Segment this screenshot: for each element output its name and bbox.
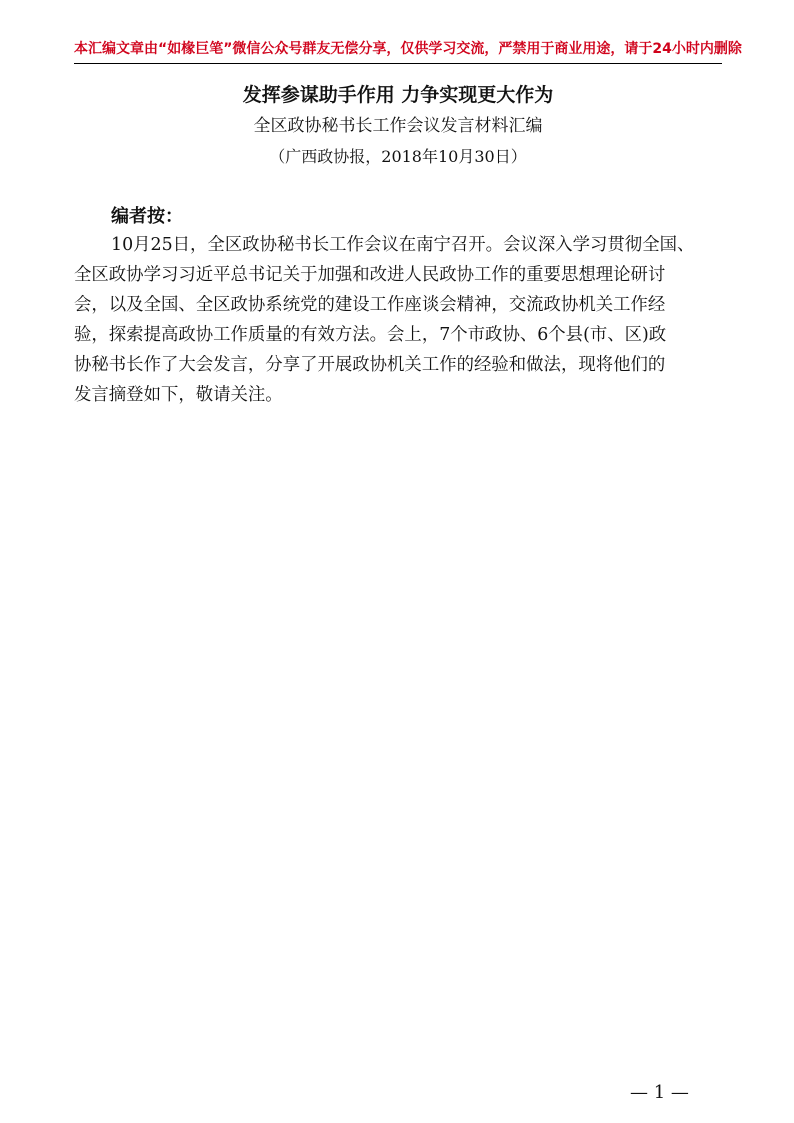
editor-note-label: 编者按： [111,206,183,227]
header-rule [74,63,722,64]
article-title: 发挥参谋助手作用 力争实现更大作为 [242,84,554,106]
copyright-notice: 本汇编文章由“如椽巨笔”微信公众号群友无偿分享，仅供学习交流，严禁用于商业用途，请于24小时内删除 [74,41,742,57]
editor-note-line: 验，探索提高政协工作质量的有效方法。会上，7个市政协、6个县(市、区)政 [74,325,667,345]
editor-note-line: 会，以及全国、全区政协系统党的建设工作座谈会精神，交流政协机关工作经 [74,295,666,315]
article-subtitle: 全区政协秘书长工作会议发言材料汇编 [253,116,543,136]
editor-note-line: 全区政协学习习近平总书记关于加强和改进人民政协工作的重要思想理论研讨 [74,265,666,285]
article-source: （广西政协报，2018年10月30日） [269,147,527,166]
editor-note-line: 10月25日，全区政协秘书长工作会议在南宁召开。会议深入学习贯彻全国、 [111,235,695,255]
page-number: — 1 — [630,1082,689,1103]
editor-note-line: 发言摘登如下，敬请关注。 [74,385,283,405]
editor-note-body [74,230,722,410]
editor-note-line: 协秘书长作了大会发言，分享了开展政协机关工作的经验和做法，现将他们的 [74,355,666,375]
